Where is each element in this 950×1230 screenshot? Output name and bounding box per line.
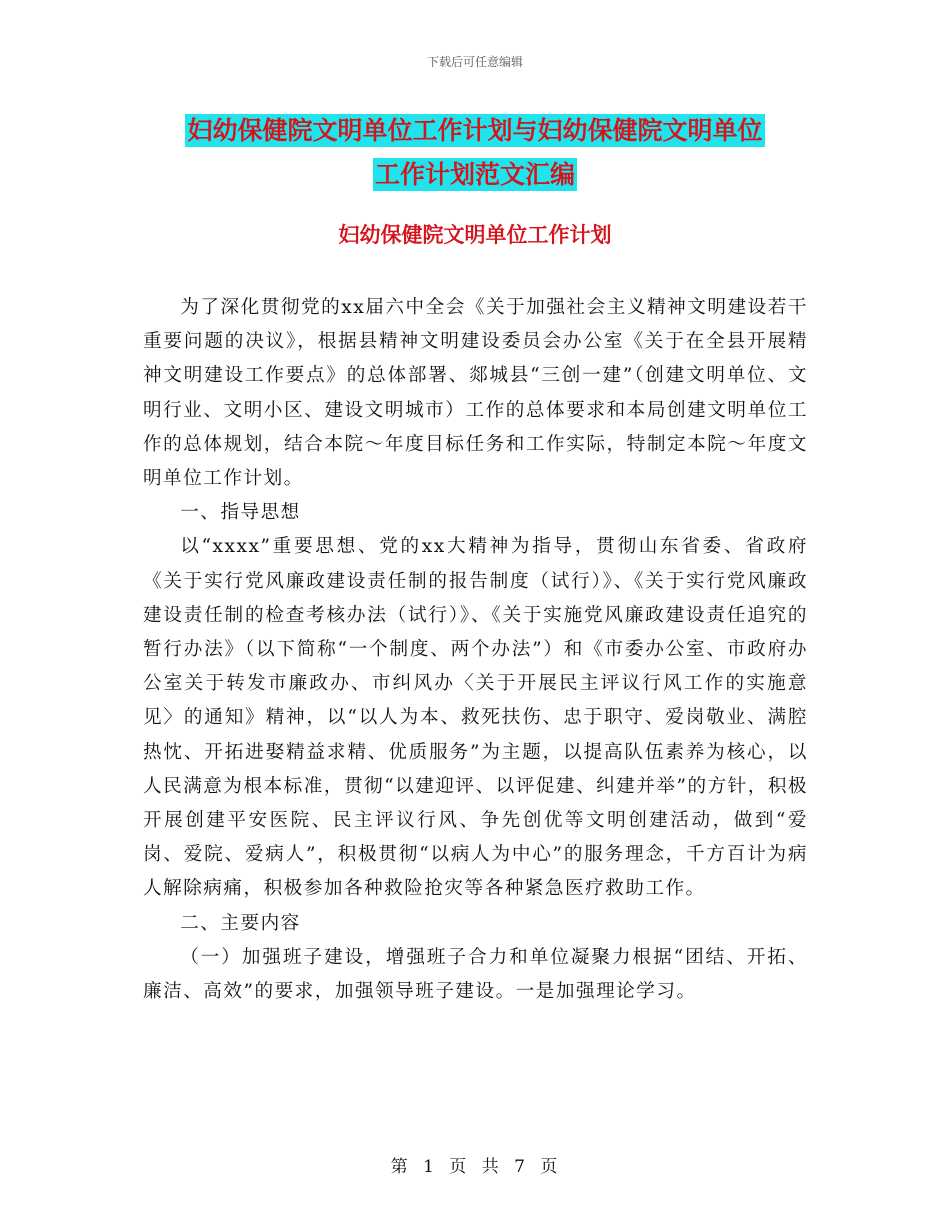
document-title-line-1-text: 妇幼保健院文明单位工作计划与妇幼保健院文明单位 — [187, 116, 763, 145]
footer-label-ye: 页 — [449, 1157, 469, 1177]
footer-total-pages: 7 — [514, 1157, 527, 1177]
footer-page-number: 1 — [423, 1157, 436, 1177]
paragraph-intro: 为了深化贯彻党的xx届六中全会《关于加强社会主义精神文明建设若干重要问题的决议》，根据县精神文明建设委员会办公室《关于在全县开展精神文明建设工作要点》的总体部署、郯城县“三创一建”（创建文明单位、文明行业、文明小区、建设文明城市）工作的总体要求和本局创建文明单位工作的总体规划，结合本院～年度目标任务和工作实际，特制定本院～年度文明单位工作计划。 — [143, 297, 808, 490]
document-title-line-2 — [0, 152, 950, 198]
heading-guiding-ideology: 一、指导思想 — [180, 502, 301, 524]
footer-label-gong: 共 — [481, 1157, 501, 1177]
document-title-line-1 — [0, 108, 950, 154]
page-header-note: 下载后可任意编辑 — [426, 55, 523, 69]
heading-main-content: 二、主要内容 — [180, 912, 301, 934]
paragraph-guiding-ideology: 以“xxxx”重要思想、党的xx大精神为指导，贯彻山东省委、省政府《关于实行党风廉政建设责任制的报告制度（试行）》、《关于实行党风廉政建设责任制的检查考核办法（试行）》、《关于实施党风廉政建设责任追究的暂行办法》（以下简称“一个制度、两个办法”）和《市委办公室、市政府办公室关于转发市廉政办、市纠风办〈关于开展民主评议行风工作的实施意见〉的通知》精神，以“以人为本、救死扶伤、忠于职守、爱岗敬业、满腔热忱、开拓进娶精益求精、优质服务”为主题，以提高队伍素养为核心，以人民满意为根本标准，贯彻“以建迎评、以评促建、纠建并举”的方针，积极开展创建平安医院、民主评议行风、争先创优等文明创建活动，做到“爱岗、爱院、爱病人”，积极贯彻“以病人为中心”的服务理念，千方百计为病人解除病痛，积极参加各种救险抢灾等各种紧急医疗救助工作。 — [143, 536, 809, 900]
page-footer — [0, 1152, 950, 1177]
paragraph-team-building: （一）加强班子建设，增强班子合力和单位凝聚力根据“团结、开拓、廉洁、高效”的要求，加强领导班子建设。一是加强理论学习。 — [143, 946, 808, 1003]
footer-label-di: 第 — [390, 1157, 410, 1177]
document-title-line-2-text: 工作计划范文汇编 — [374, 160, 575, 189]
section-subtitle: 妇幼保健院文明单位工作计划 — [338, 222, 612, 247]
footer-label-ye-2: 页 — [540, 1157, 560, 1177]
document-body — [143, 291, 808, 1009]
